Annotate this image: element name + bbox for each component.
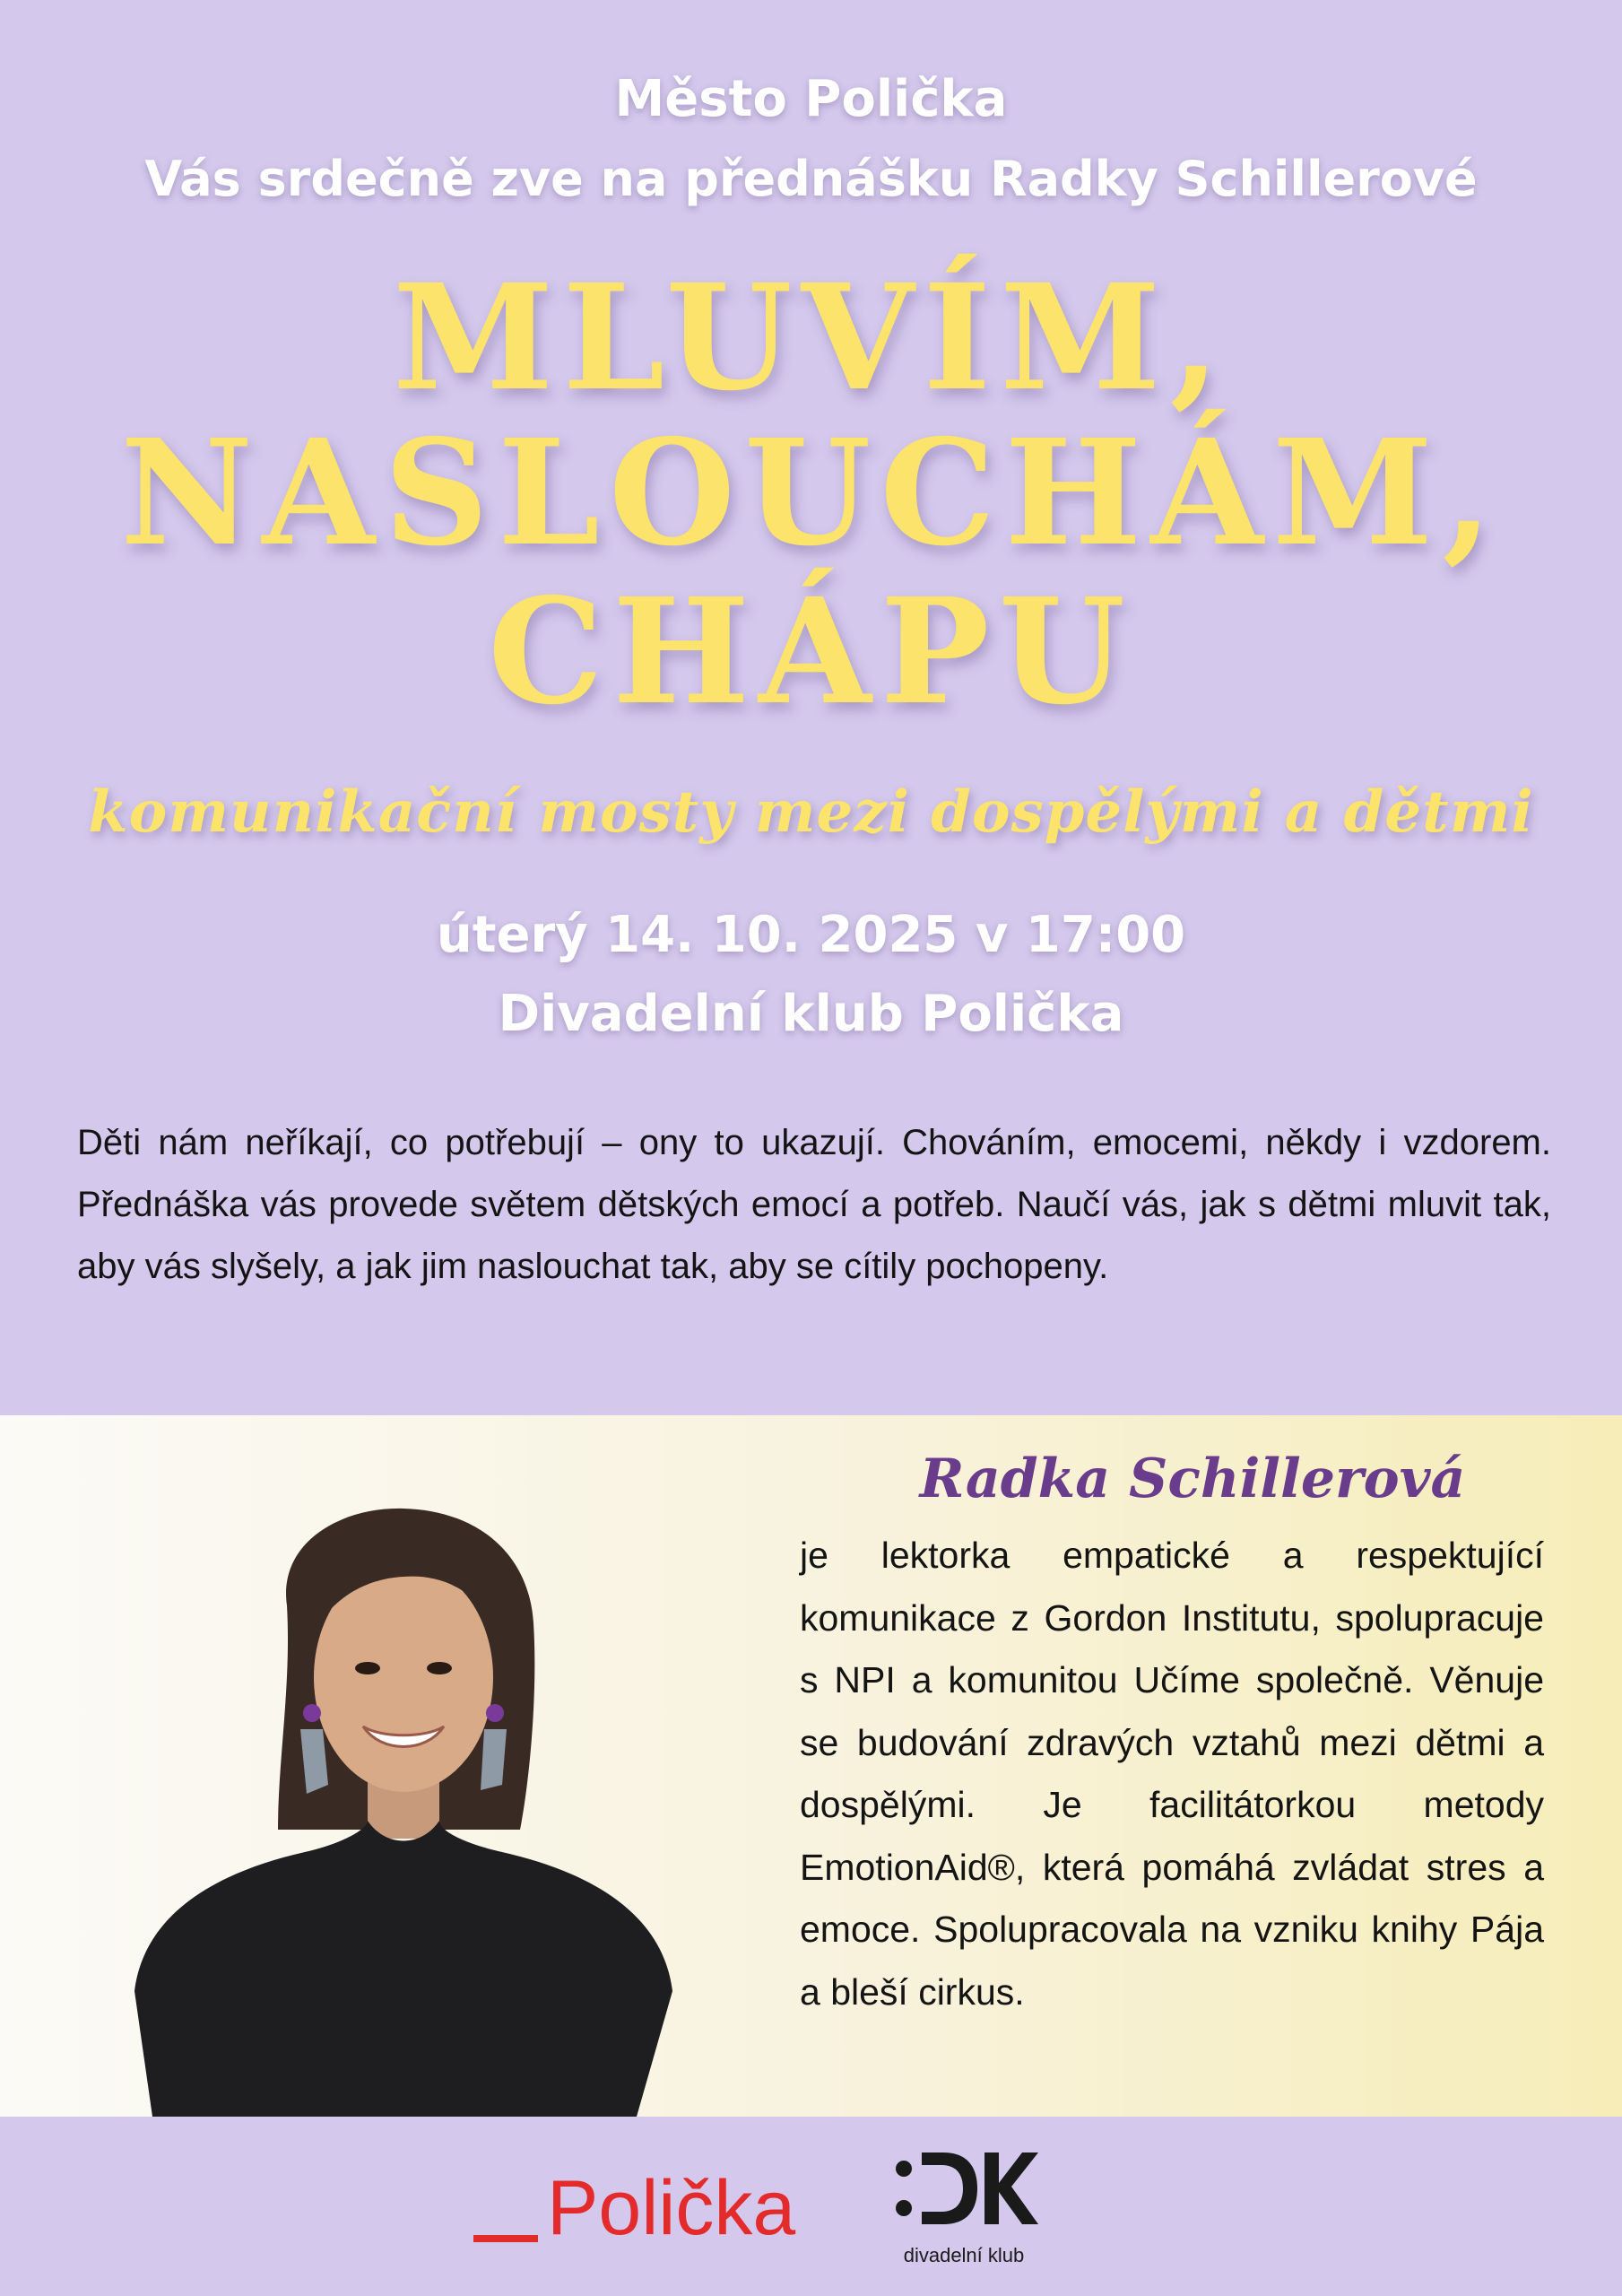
dk-logo-icon <box>888 2144 1040 2242</box>
policka-logo-text: Polička <box>547 2165 796 2251</box>
speaker-name: Radka Schillerová <box>919 1448 1466 1510</box>
speaker-bio: je lektorka empatické a respektující komunikace z Gordon Institutu, spolupracuje s NPI a komunitou Učíme společně. Věnuje se budování zdravých vztahů mezi dětmi a dospělými. Je facilitátorkou metody EmotionAid®, která pomáhá zvládat stres a emoce. Spolupracovala na vzniku knihy Pája a bleší cirkus. <box>800 1535 1544 2013</box>
dk-logo-caption: divadelní klub <box>903 2244 1025 2266</box>
policka-logo-underscore <box>473 2235 538 2242</box>
event-datetime: úterý 14. 10. 2025 v 17:00 <box>436 906 1186 964</box>
divadelni-klub-logo <box>888 2144 1040 2278</box>
organizer-line: Město Polička <box>614 70 1008 128</box>
title-line-3: CHÁPU <box>488 567 1134 737</box>
invitation-line: Vás srdečně zve na přednášku Radky Schillerové <box>144 151 1478 207</box>
subtitle: komunikační mosty mezi dospělými a dětmi <box>88 778 1534 846</box>
speaker-photo <box>99 1489 690 2117</box>
policka-logo <box>473 2163 832 2253</box>
title-line-1: MLUVÍM, <box>393 253 1229 423</box>
event-venue: Divadelní klub Polička <box>498 985 1124 1043</box>
title-line-2: NASLOUCHÁM, <box>120 408 1502 578</box>
intro-paragraph: Děti nám neříkají, co potřebují – ony to ukazují. Chováním, emocemi, někdy i vzdorem. Přednáška vás provede světem dětských emocí a potřeb. Naučí vás, jak s dětmi mluvit tak, aby vás slyšely, a jak jim naslouchat tak, aby se cítily pochopeny. <box>77 1123 1551 1286</box>
